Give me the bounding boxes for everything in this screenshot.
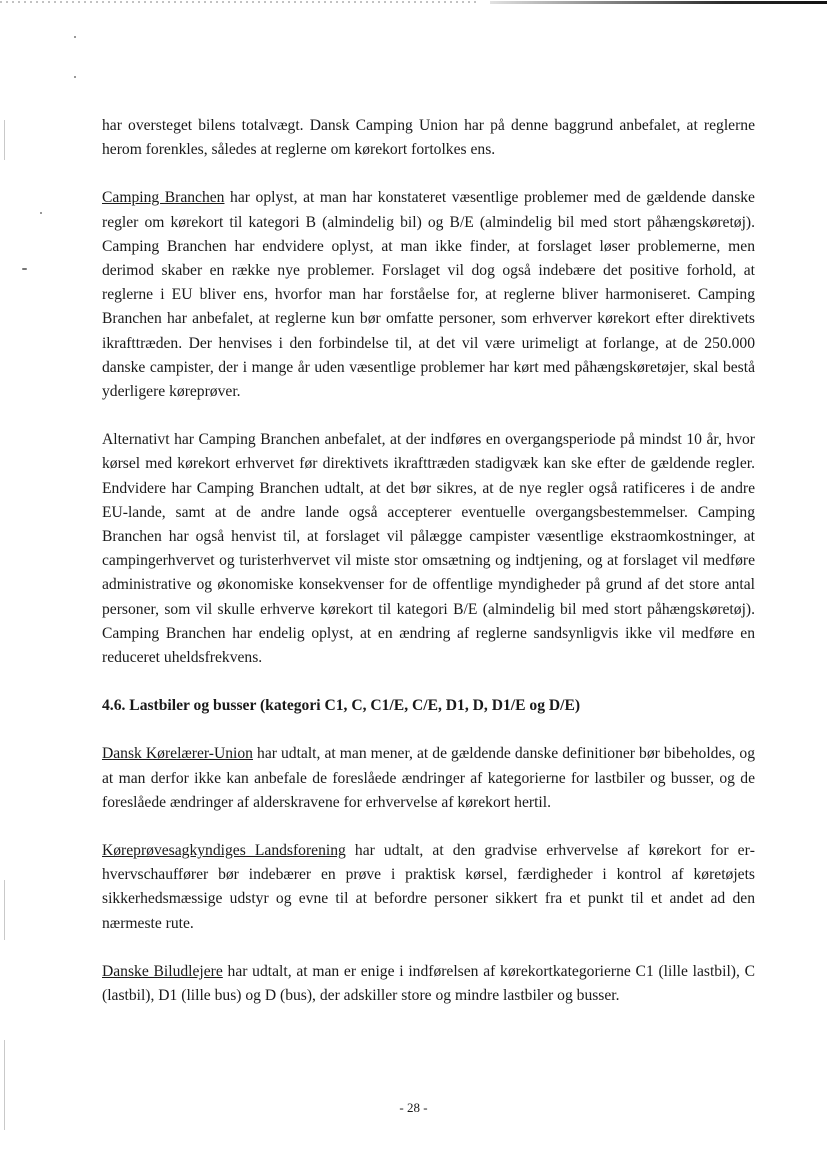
paragraph-text: har udtalt, at den gradvise erhvervelse af kørekort for erhvervschauffører bør indebærer en prøve i praktisk kørsel, færdigheder i kontrol af køretøjets sikkerhedsmæssige udstyr og evne til at befordre personer sikkert fra et punkt til et andet ad den nærmeste rute. bbox=[102, 842, 755, 932]
paragraph-camping-branchen bbox=[102, 186, 755, 404]
paragraph-koreprovesagkyndiges-landsforening bbox=[102, 839, 755, 936]
scan-speck bbox=[40, 212, 42, 214]
paragraph-dansk-korelaerer-union bbox=[102, 742, 755, 815]
paragraph-camping-branchen-alternative bbox=[102, 428, 755, 670]
document-body bbox=[102, 114, 755, 1032]
organization-name-camping-branchen: Camping Branchen bbox=[102, 189, 225, 207]
organization-name-dansk-korelaerer-union: Dansk Kørelærer-Union bbox=[102, 745, 253, 763]
paragraph-dcu-conclusion bbox=[102, 114, 755, 162]
organization-name-koreprovesagkyndiges-landsforening: Køreprøvesagkyndiges Landsforening bbox=[102, 842, 346, 860]
page-number: - 28 - bbox=[399, 1100, 428, 1115]
scan-top-edge bbox=[0, 0, 827, 6]
paragraph-danske-biludlejere bbox=[102, 960, 755, 1008]
paragraph-text: har oplyst, at man har konstateret væsentlige problemer med de gældende danske regler om kørekort til kategori B (almindelig bil) og B/E (almindelig bil med stort påhængskøretøj). Camping Branchen har endvidere oplyst, at man ikke finder, at forslaget løser problemerne, men derimod skaber en række nye problemer. Forslaget vil dog også indebære det positive forhold, at reglerne i EU bliver ens, hvorfor man har forståelse for, at reglerne bliver harmoniseret. Camping Branchen har anbefalet, at reglerne kun bør omfatte personer, som erhverver kørekort efter direktivets ikrafttræden. Der henvises i den forbindelse til, at det vil være urimeligt at forlange, at de 250.000 danske campister, der i mange år uden væsentlige problemer har kørt med påhængskøretøjer, skal bestå yderligere køreprøver. bbox=[102, 189, 755, 401]
scan-speck bbox=[74, 36, 76, 38]
paragraph-text: Alternativt har Camping Branchen anbefalet, at der indføres en overgangsperiode på mindst 10 år, hvor kørsel med kørekort erhvervet før direktivets ikrafttræden stadigvæk kan ske efter de gældende regler. Endvidere har Camping Branchen udtalt, at det bør sikres, at de nye regler også ratificeres i de andre EU-lande, samt at de andre lande også accepterer eventuelle overgangsbestemmelser. Camping Branchen har også henvist til, at forslaget vil pålægge campister væsentlige ekstraomkostninger, at campingerhvervet og turisterhvervet vil miste stor omsætning og indtjening, og at forslaget vil medføre administrative og økonomiske konsekvenser for de offentlige myndigheder på grund af det store antal personer, som vil skulle erhverve kørekort til kategori B/E (almindelig bil med stort påhængskøretøj). Camping Branchen har endelig oplyst, at en ændring af reglerne sandsynligvis ikke vil medføre en reduceret uheldsfrekvens. bbox=[102, 431, 755, 667]
scan-dark-bar bbox=[490, 1, 827, 4]
scan-speck bbox=[22, 268, 27, 270]
paragraph-text: har oversteget bilens totalvægt. Dansk Camping Union har på denne baggrund anbefalet, at reglerne herom forenkles, således at reglerne om kørekort fortolkes ens. bbox=[102, 117, 755, 159]
paragraph-text: har udtalt, at man mener, at de gældende danske definitioner bør bibeholdes, og at man derfor ikke kan anbefale de foreslåede ændringer af kategorierne for lastbiler og busser, og de foreslåede ændringer af alderskravene for erhvervelse af kørekort hertil. bbox=[102, 745, 755, 811]
scan-edge-line bbox=[4, 1040, 5, 1130]
scan-edge-line bbox=[4, 880, 5, 940]
scan-edge-line bbox=[4, 120, 5, 160]
section-heading: 4.6. Lastbiler og busser (kategori C1, C, C1/E, C/E, D1, D, D1/E og D/E) bbox=[102, 697, 581, 715]
scan-noise-dots bbox=[0, 1, 480, 3]
scan-speck bbox=[74, 76, 76, 78]
organization-name-danske-biludlejere: Danske Biludlejere bbox=[102, 962, 223, 980]
paragraph-text: har udtalt, at man er enige i indførelsen af kørekortkategorierne C1 (lille lastbil), C (lastbil), D1 (lille bus) og D (bus), der adskiller store og mindre lastbiler og busser. bbox=[102, 962, 756, 1005]
